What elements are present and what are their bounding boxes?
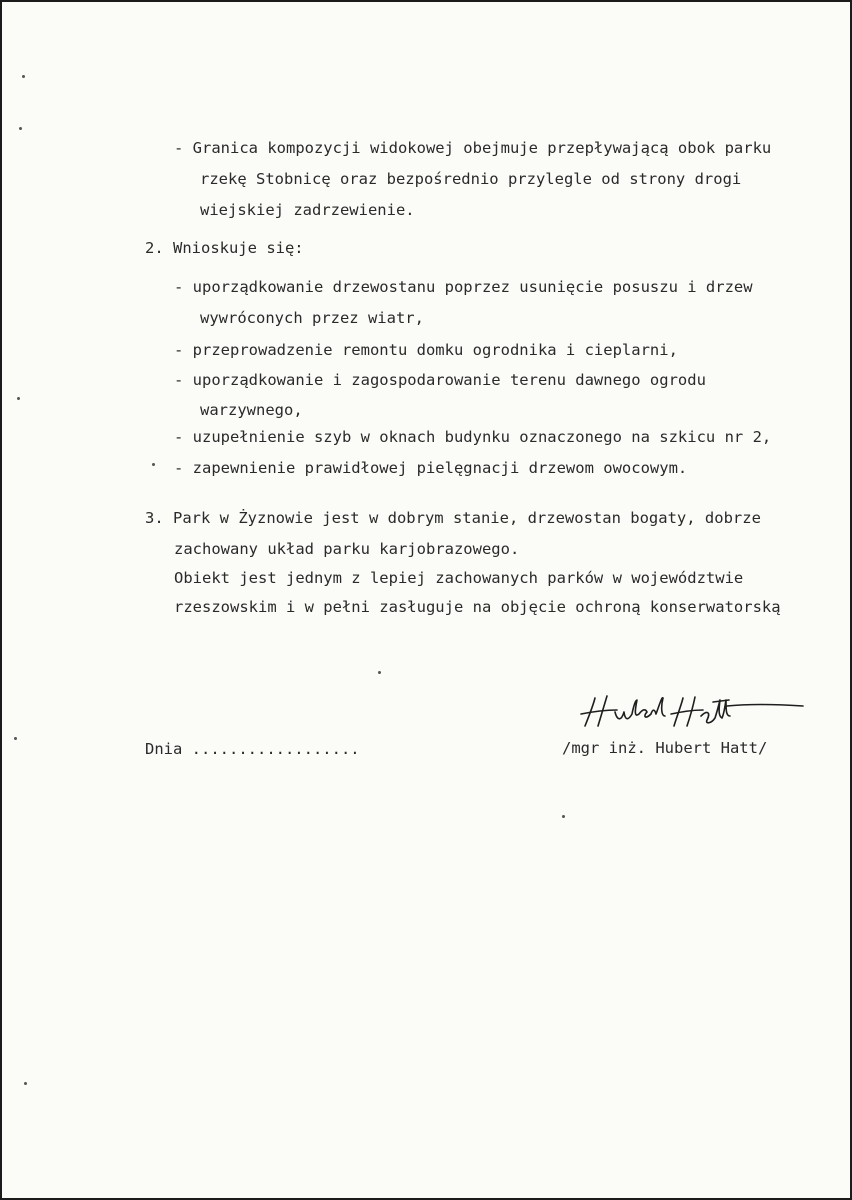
section2-line-7: - zapewnienie prawidłowej pielęgnacji drzewom owocowym. — [174, 459, 688, 477]
scan-speck — [17, 397, 20, 400]
section2-line-5: warzywnego, — [200, 401, 303, 419]
section2-line-1: - uporządkowanie drzewostanu poprzez usunięcie posuszu i drzew — [174, 278, 753, 296]
section3-line-1: 3. Park w Żyznowie jest w dobrym stanie, drzewostan bogaty, dobrze — [145, 509, 761, 527]
scan-speck — [19, 127, 22, 130]
section2-line-6: - uzupełnienie szyb w oknach budynku oznaczonego na szkicu nr 2, — [174, 428, 772, 446]
date-field: Dnia .................. — [145, 740, 360, 758]
section3-line-4: rzeszowskim i w pełni zasługuje na objęcie ochroną konserwatorską — [174, 598, 781, 616]
signatory-name: /mgr inż. Hubert Hatt/ — [562, 739, 768, 757]
section2-line-3: - przeprowadzenie remontu domku ogrodnika i cieplarni, — [174, 341, 678, 359]
scan-speck — [24, 1082, 27, 1085]
section3-line-3: Obiekt jest jednym z lepiej zachowanych parków w województwie — [174, 569, 744, 587]
scan-speck — [14, 737, 17, 740]
section2-line-2: wywróconych przez wiatr, — [200, 309, 424, 327]
handwritten-signature — [577, 692, 807, 732]
section3-line-2: zachowany układ parku karjobrazowego. — [174, 540, 520, 558]
section2-line-4: - uporządkowanie i zagospodarowanie terenu dawnego ogrodu — [174, 371, 706, 389]
section1-line-2: rzekę Stobnicę oraz bezpośrednio przylegle od strony drogi — [200, 170, 742, 188]
section2-heading: 2. Wnioskuje się: — [145, 239, 304, 257]
scan-speck — [378, 671, 381, 674]
scan-speck — [152, 463, 155, 466]
section1-line-1: - Granica kompozycji widokowej obejmuje przepływającą obok parku — [174, 139, 772, 157]
section1-line-3: wiejskiej zadrzewienie. — [200, 201, 415, 219]
scan-speck — [22, 75, 25, 78]
scan-speck — [562, 815, 565, 818]
